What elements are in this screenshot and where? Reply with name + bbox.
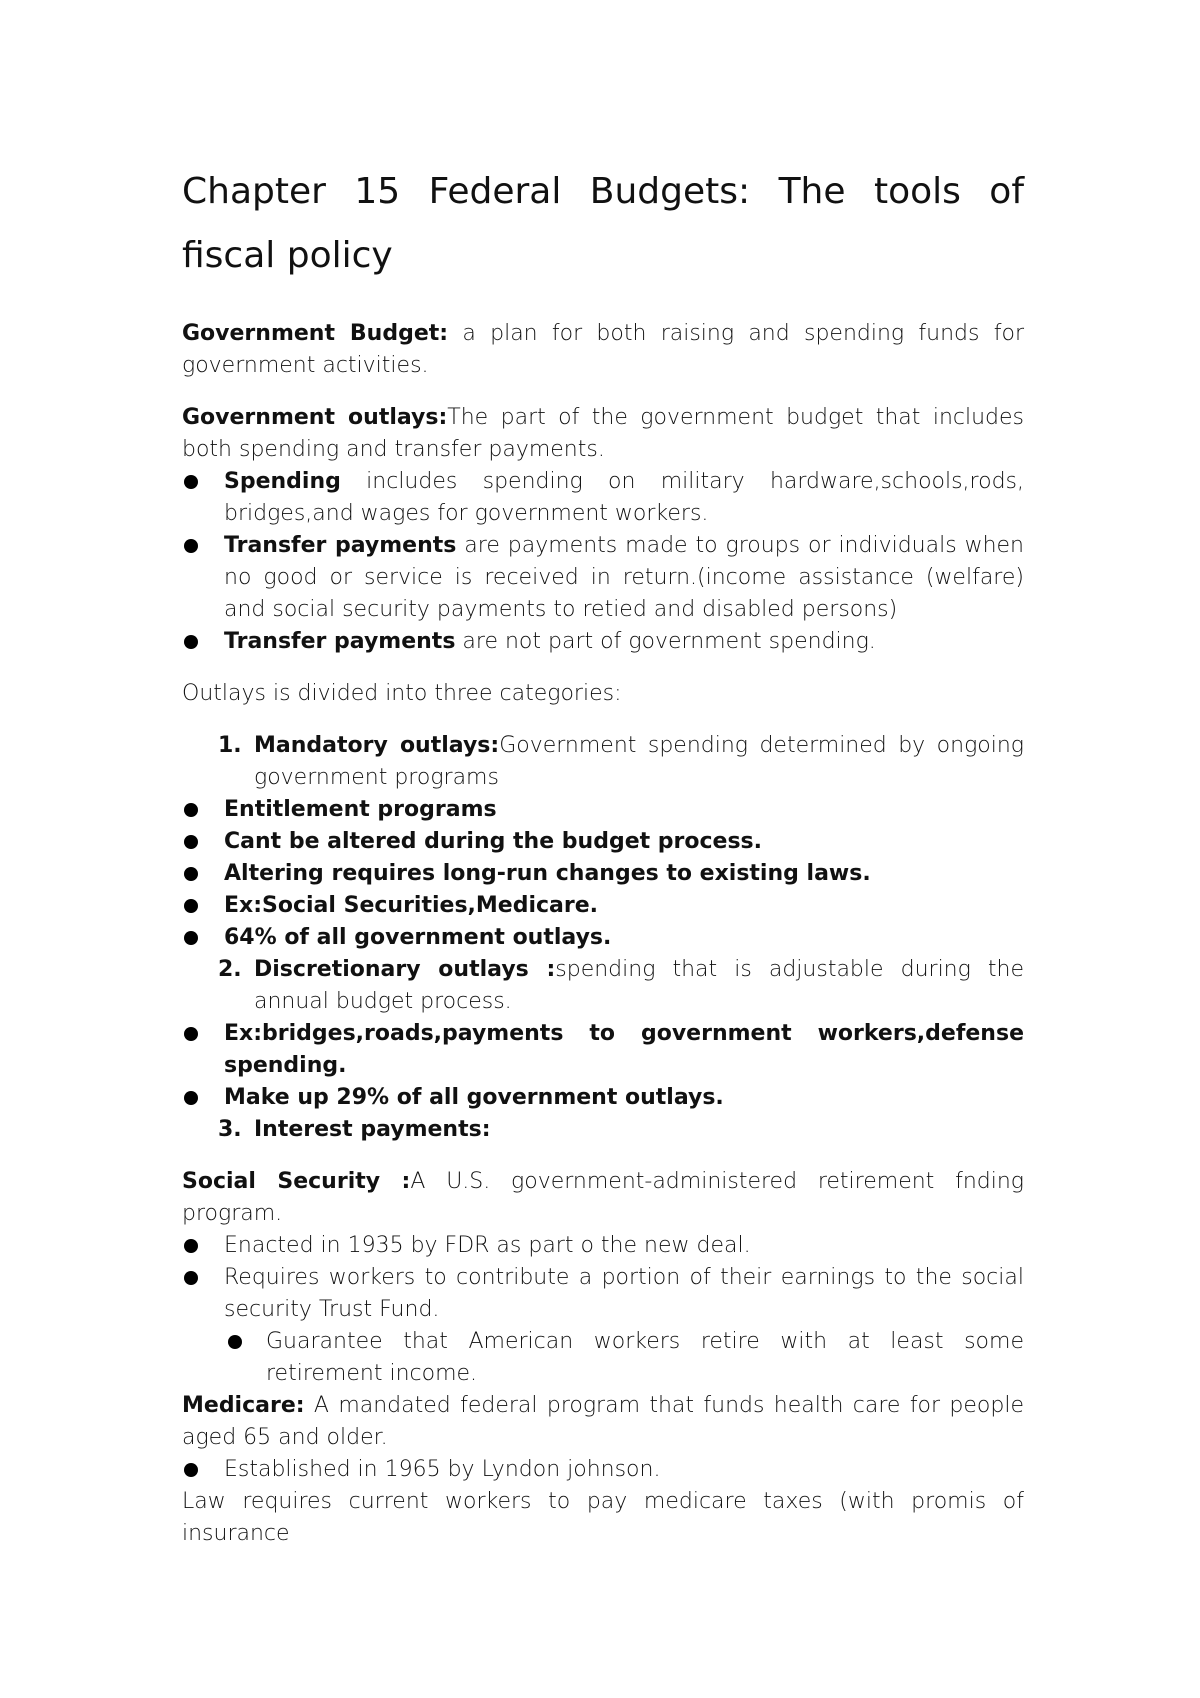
- bullet-term: Spending: [224, 469, 341, 494]
- list-item: Make up 29% of all government outlays.: [182, 1082, 1024, 1114]
- list-item: Entitlement programs: [182, 794, 1024, 826]
- spacer: [182, 710, 1024, 730]
- medicare-text: A mandated federal program that funds health care for people aged 65 and older.: [182, 1393, 1024, 1450]
- social-security-list: [182, 1230, 1024, 1326]
- list-item: Guarantee that American workers retire with at least some retirement income.: [182, 1326, 1024, 1390]
- category-mandatory: [182, 730, 1024, 794]
- list-item: [182, 530, 1024, 626]
- bullet-term: Transfer payments: [224, 533, 457, 558]
- list-item: Ex:Social Securities,Medicare.: [182, 890, 1024, 922]
- medicare-trailing-text: Law requires current workers to pay medicare taxes (with promis of insurance: [182, 1489, 1024, 1546]
- list-item: Cant be altered during the budget process.: [182, 826, 1024, 858]
- government-outlays-term: Government outlays:: [182, 405, 448, 430]
- government-budget-term: Government Budget:: [182, 321, 449, 346]
- government-budget-definition: [182, 318, 1024, 382]
- outlays-intro: Outlays is divided into three categories:: [182, 681, 622, 706]
- list-item: [182, 466, 1024, 530]
- spacer: [182, 1146, 1024, 1166]
- medicare-definition: [182, 1390, 1024, 1454]
- category-term: Mandatory outlays:: [254, 733, 500, 758]
- category-discretionary: [182, 954, 1024, 1018]
- bullet-text: are payments made to groups or individuals when no good or service is received in return.(income assistance (welfare) and social security payments to retied and disabled persons): [224, 533, 1025, 622]
- spacer: [182, 382, 1024, 402]
- category-interest: [182, 1114, 1024, 1146]
- category-text: Government spending determined by ongoing government programs: [254, 733, 1024, 790]
- category-text: spending that is adjustable during the annual budget process.: [254, 957, 1024, 1014]
- medicare-list: [182, 1454, 1024, 1486]
- bullet-text: are not part of government spending.: [455, 629, 876, 654]
- document-page: [182, 160, 1024, 1550]
- government-outlays-list: [182, 466, 1024, 658]
- government-outlays-definition: [182, 402, 1024, 466]
- list-item: Established in 1965 by Lyndon johnson.: [182, 1454, 1024, 1486]
- social-security-text: A U.S. government-administered retirement fnding program.: [182, 1169, 1025, 1226]
- category-term: Interest payments:: [254, 1117, 491, 1142]
- category-number: 1.: [218, 733, 242, 758]
- page-title: Chapter 15 Federal Budgets: The tools of fiscal policy: [182, 171, 1024, 276]
- spacer: [182, 658, 1024, 678]
- bullet-text: includes spending on military hardware,schools,rods, bridges,and wages for government workers.: [224, 469, 1024, 526]
- bullet-term: Transfer payments: [224, 629, 456, 654]
- discretionary-outlays-list: [182, 1018, 1024, 1114]
- category-number: 2.: [218, 957, 242, 982]
- category-term: Discretionary outlays :: [254, 957, 556, 982]
- list-item: Ex:bridges,roads,payments to government workers,defense spending.: [182, 1018, 1024, 1082]
- social-security-definition: [182, 1166, 1024, 1230]
- medicare-term: Medicare:: [182, 1393, 305, 1418]
- list-item: Altering requires long-run changes to existing laws.: [182, 858, 1024, 890]
- category-number: 3.: [218, 1117, 242, 1142]
- list-item: Enacted in 1935 by FDR as part o the new deal.: [182, 1230, 1024, 1262]
- list-item: 64% of all government outlays.: [182, 922, 1024, 954]
- list-item: [182, 626, 1024, 658]
- government-budget-text: a plan for both raising and spending funds for government activities.: [182, 321, 1024, 378]
- social-security-sublist: [182, 1326, 1024, 1390]
- government-outlays-text: The part of the government budget that includes both spending and transfer payments.: [182, 405, 1024, 462]
- mandatory-outlays-list: [182, 794, 1024, 954]
- list-item: Requires workers to contribute a portion of their earnings to the social security Trust Fund.: [182, 1262, 1024, 1326]
- social-security-term: Social Security :: [182, 1169, 411, 1194]
